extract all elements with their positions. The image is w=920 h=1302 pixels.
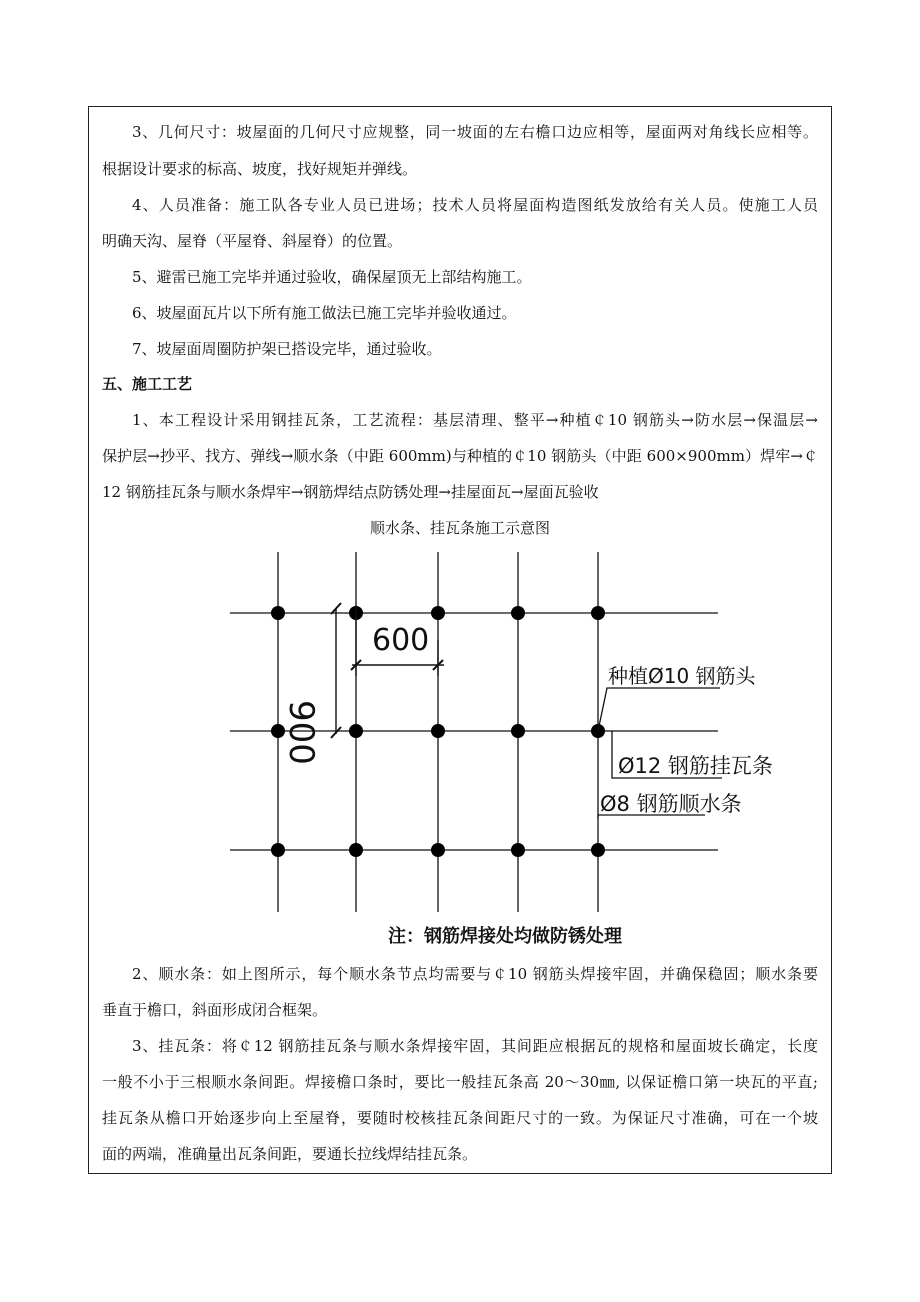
item6: 6、坡屋面瓦片以下所有施工做法已施工完毕并验收通过。: [132, 304, 517, 322]
p2-line2: 垂直于檐口，斜面形成闭合框架。: [102, 1001, 328, 1019]
p3-line1: 3、挂瓦条：将￠12 钢筋挂瓦条与顺水条焊接牢固，其间距应根据瓦的规格和屋面坡长确定，长度: [132, 1037, 818, 1055]
weld-node-r2-c2: [349, 724, 363, 738]
weld-node-r3-c1: [271, 843, 285, 857]
item3-line1: 3、几何尺寸：坡屋面的几何尺寸应规整，同一坡面的左右檐口边应相等，屋面两对角线长应相等。: [132, 123, 818, 141]
item3-line2: 根据设计要求的标高、坡度，找好规矩并弹线。: [102, 160, 418, 178]
p1-line2: 保护层→抄平、找方、弹线→顺水条（中距 600mm)与种植的￠10 钢筋头（中距 600×900mm）焊牢→￠: [102, 447, 818, 465]
p3-line4: 面的两端，准确量出瓦条间距，要通长拉线焊结挂瓦条。: [102, 1145, 478, 1163]
dim-600-label: 600: [372, 623, 430, 658]
item5: 5、避雷已施工完毕并通过验收，确保屋顶无上部结构施工。: [132, 268, 532, 286]
item7: 7、坡屋面周圈防护架已搭设完毕，通过验收。: [132, 340, 442, 358]
label-anchor: 种植Ø10 钢筋头: [608, 664, 756, 688]
p3-line2: 一般不小于三根顺水条间距。焊接檐口条时，要比一般挂瓦条高 20～30㎜, 以保证檐口第一块瓦的平直;: [102, 1073, 818, 1091]
p3-line3: 挂瓦条从檐口开始逐步向上至屋脊，要随时校核挂瓦条间距尺寸的一致。为保证尺寸准确，可在一个坡: [102, 1109, 818, 1127]
weld-node-r2-c4: [511, 724, 525, 738]
item4-line2: 明确天沟、屋脊（平屋脊、斜屋脊）的位置。: [102, 232, 403, 250]
weld-node-r1-c5: [591, 606, 605, 620]
p2-line1: 2、顺水条：如上图所示，每个顺水条节点均需要与￠10 钢筋头焊接牢固，并确保稳固；顺水条要: [132, 965, 818, 983]
weld-node-r1-c3: [431, 606, 445, 620]
weld-node-r3-c5: [591, 843, 605, 857]
weld-node-r1-c1: [271, 606, 285, 620]
section-heading: 五、施工工艺: [102, 375, 193, 393]
weld-node-r3-c3: [431, 843, 445, 857]
p1-line3: 12 钢筋挂瓦条与顺水条焊牢→钢筋焊结点防锈处理→挂屋面瓦→屋面瓦验收: [102, 483, 599, 501]
leader-anchor: [598, 688, 720, 731]
diagram-note: 注：钢筋焊接处均做防锈处理: [388, 926, 622, 947]
weld-node-r2-c3: [431, 724, 445, 738]
weld-node-r3-c2: [349, 843, 363, 857]
weld-node-r3-c4: [511, 843, 525, 857]
label-counter: Ø8 钢筋顺水条: [600, 792, 742, 816]
diagram-caption: 顺水条、挂瓦条施工示意图: [369, 519, 550, 537]
dim-900-label: 900: [281, 700, 321, 765]
label-batten: Ø12 钢筋挂瓦条: [618, 754, 773, 778]
p1-line1: 1、本工程设计采用钢挂瓦条，工艺流程：基层清理、整平→种植￠10 钢筋头→防水层→保温层→: [132, 411, 818, 429]
item4-line1: 4、人员准备：施工队各专业人员已进场；技术人员将屋面构造图纸发放给有关人员。使施工人员: [132, 196, 818, 214]
weld-node-r1-c4: [511, 606, 525, 620]
